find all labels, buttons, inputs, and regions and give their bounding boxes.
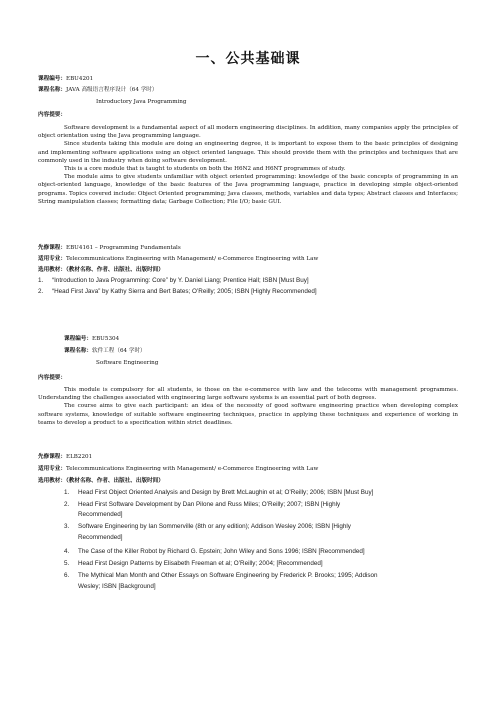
course1-code-line [38, 76, 458, 83]
book-text: Head First Object Oriented Analysis and Design by Brett McLaughin et al; O’Reilly; 2006; ISBN [Must Buy] [78, 489, 374, 496]
list-number: 1. [38, 277, 44, 284]
course2-code: EBU5304 [91, 336, 120, 342]
course2-book-item [64, 489, 373, 497]
course1-book-item [38, 288, 317, 296]
course2-summary-paragraph: The course aims to give each participant: an idea of the necessity of good software engineering practice when developing complex software systems, knowledge of suitable software engineering techniques, practice in applying these techniques and experience of working in teams to develop a product to a specification within strict deadlines. [38, 403, 458, 426]
book-text-continuation: Recommended] [78, 511, 123, 518]
course2-major-line [38, 466, 458, 473]
book-text: “Head First Java” by Kathy Sierra and Bert Bates; O’Reilly; 2005; ISBN [Highly Recommended] [52, 288, 317, 295]
course2-book-item [64, 501, 340, 509]
course1-books-label: 选用教材：（教材名称、作者、出版社、出版时间） [38, 267, 164, 273]
course2-book-item [64, 548, 365, 556]
list-number: 1. [64, 489, 70, 496]
course2-summary-paragraph: This module is compulsory for all students, ie those on the e-commerce with law and the telecoms with management programmes. Understanding the challenges associated with engineering large software systems is an essential part of both degrees. [38, 387, 458, 402]
course1-prereq: EBU4161 – Programming Fundamentals [65, 245, 181, 251]
list-number: 3. [64, 523, 70, 530]
book-text: The Case of the Killer Robot by Richard G. Epstein; John Wiley and Sons 1996; ISBN [Recommended] [78, 548, 365, 555]
course2-name-label: 课程名称： [64, 348, 92, 354]
course1-summary-paragraph: The module aims to give students unfamiliar with object oriented programming: knowledge of the basic concepts of programming in an object-oriented language, knowledge of the basic features of the Java programming language, practice in developing simple object-oriented programs. Topics covered include: Object Oriented programming; Java classes, methods, variables and data types; Abstract classes and Interfaces; String manipulation classes; formatting data; Garbage Collection; File I/O; basic GUI. [38, 174, 458, 205]
book-text-continuation: Recommended] [78, 534, 123, 541]
course1-major-line [38, 256, 458, 263]
course1-summary-label: 内容提要： [38, 112, 66, 118]
book-text: Head First Design Patterns by Elisabeth Freeman et al; O’Reilly; 2004; [Recommended] [78, 560, 323, 567]
course1-summary [38, 124, 458, 206]
course1-name-label: 课程名称： [38, 87, 66, 93]
course2-summary [38, 386, 458, 427]
course1-summary-paragraph: Software development is a fundamental aspect of all modern engineering disciplines. In addition, many companies apply the principles of object orientation using the Java programming language. [38, 125, 458, 140]
course2-prereq-label: 先修课程： [38, 454, 66, 460]
course2-major-label: 适用专业： [38, 466, 66, 472]
course1-name-en: Introductory Java Programming [96, 99, 187, 105]
course1-prereq-line [38, 245, 458, 252]
course1-summary-paragraph: Since students taking this module are doing an engineering degree, it is important to expose them to the basic principles of designing and implementing software applications using an object oriented language. This should provide them with the principles and techniques that are commonly used in the industry when doing software development. [38, 141, 458, 164]
course2-name-en: Software Engineering [96, 360, 159, 366]
course2-book-item [64, 572, 378, 580]
list-number: 2. [38, 288, 44, 295]
course1-summary-paragraph: This is a core module that is taught to students on both the H6N2 and H6NT programmes of study. [64, 166, 346, 173]
course2-code-line [64, 336, 484, 343]
list-number: 5. [64, 560, 70, 567]
course2-summary-label: 内容提要： [38, 375, 66, 381]
list-number: 6. [64, 572, 70, 579]
course1-name-cn: JAVA 高级语言程序设计（64 学时） [65, 87, 158, 93]
course2-prereq-line [38, 454, 458, 461]
course2-name-cn: 软件工程（64 学时） [91, 348, 146, 354]
course1-major-label: 适用专业： [38, 256, 66, 262]
list-number: 2. [64, 501, 70, 508]
course1-major: Telecommunications Engineering with Management/ e-Commerce Engineering with Law [65, 256, 319, 262]
course1-prereq-label: 先修课程： [38, 245, 66, 251]
course2-prereq: ELB2201 [65, 454, 93, 460]
book-text: Software Engineering by Ian Sommerville (8th or any edition); Addison Wesley 2006; ISBN [Highly [78, 523, 351, 530]
book-text-continuation: Wesley; ISBN [Background] [78, 583, 156, 590]
course2-major: Telecommunications Engineering with Management/ e-Commerce Engineering with Law [65, 466, 319, 472]
course2-books-label: 选用教材：（教材名称、作者、出版社、出版时间） [38, 478, 164, 484]
course2-code-label: 课程编号： [64, 336, 92, 342]
list-number: 4. [64, 548, 70, 555]
course1-name-line [38, 87, 458, 94]
book-text: “Introduction to Java Programming: Core” by Y. Daniel Liang; Prentice Hall; ISBN [Must Buy] [52, 277, 309, 284]
course2-name-line [64, 348, 484, 355]
course2-book-item [64, 523, 351, 531]
book-text: Head First Software Development by Dan Pilone and Russ Miles; O’Reilly; 2007; ISBN [Highly [78, 501, 341, 508]
course1-code: EBU4201 [65, 76, 94, 82]
course1-book-item [38, 277, 309, 285]
course1-code-label: 课程编号： [38, 76, 66, 82]
page-title: 一、公共基础课 [195, 51, 301, 67]
book-text: The Mythical Man Month and Other Essays on Software Engineering by Frederick P. Brooks; 1995; Addison [78, 572, 378, 579]
course2-book-item [64, 560, 323, 568]
